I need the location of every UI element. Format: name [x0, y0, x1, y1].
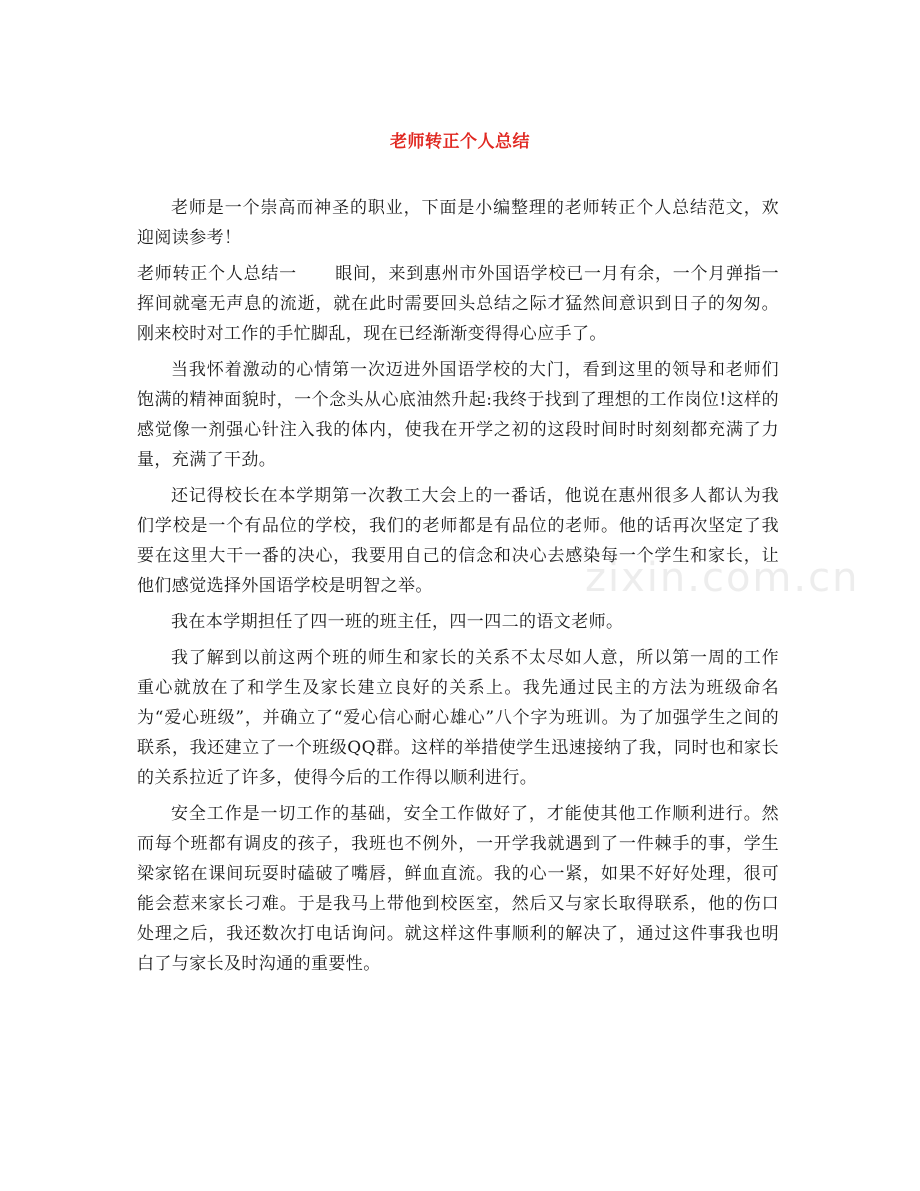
document-title: 老师转正个人总结: [390, 132, 530, 152]
watermark: zixin.com.cn: [585, 555, 860, 601]
section-first-text: 眼间，来到惠州市外国语学校已一月有余，一个月弹指一挥间就毫无声息的流逝，就在此时需要回头总结之际才猛然间意识到日子的匆匆。刚来校时对工作的手忙脚乱，现在已经渐渐变得得心应手了。: [137, 264, 780, 344]
body-paragraph: 我了解到以前这两个班的师生和家长的关系不太尽如人意，所以第一周的工作重心就放在了和学生及家长建立良好的关系上。我先通过民主的方法为班级命名为“爱心班级”，并确立了“爱心信心耐心雄心”八个字为班训。为了加强学生之间的联系，我还建立了一个班级QQ群。这样的举措使学生迅速接纳了我，同时也和家长的关系拉近了许多，使得今后的工作得以顺利进行。: [137, 648, 779, 788]
body-paragraph: 安全工作是一切工作的基础，安全工作做好了，才能使其他工作顺利进行。然而每个班都有调皮的孩子，我班也不例外，一开学我就遇到了一件棘手的事，学生梁家铭在课间玩耍时磕破了嘴唇，鲜血直流。我的心一紧，如果不好好处理，很可能会惹来家长刁难。于是我马上带他到校医室，然后又与家长取得联系，他的伤口处理之后，我还数次打电话询问。就这样这件事顺利的解决了，通过这件事我也明白了与家长及时沟通的重要性。: [137, 804, 779, 974]
section-heading: 老师转正个人总结一: [137, 264, 297, 284]
intro-paragraph: 老师是一个崇高而神圣的职业，下面是小编整理的老师转正个人总结范文，欢迎阅读参考！: [137, 198, 779, 248]
body-paragraph: 还记得校长在本学期第一次教工大会上的一番话，他说在惠州很多人都认为我们学校是一个有品位的学校，我们的老师都是有品位的老师。他的话再次坚定了我要在这里大干一番的决心，我要用自己的信念和决心去感染每一个学生和家长，让他们感觉选择外国语学校是明智之举。: [137, 486, 779, 596]
document-body: [137, 193, 779, 985]
body-paragraph: 当我怀着激动的心情第一次迈进外国语学校的大门，看到这里的领导和老师们饱满的精神面貌时，一个念头从心底油然升起:我终于找到了理想的工作岗位!这样的感觉像一剂强心针注入我的体内，使我在开学之初的这段时间时时刻刻都充满了力量，充满了干劲。: [137, 360, 779, 470]
body-paragraph: 我在本学期担任了四一班的班主任，四一四二的语文老师。: [171, 612, 624, 632]
section-one-paragraph: [137, 259, 779, 349]
